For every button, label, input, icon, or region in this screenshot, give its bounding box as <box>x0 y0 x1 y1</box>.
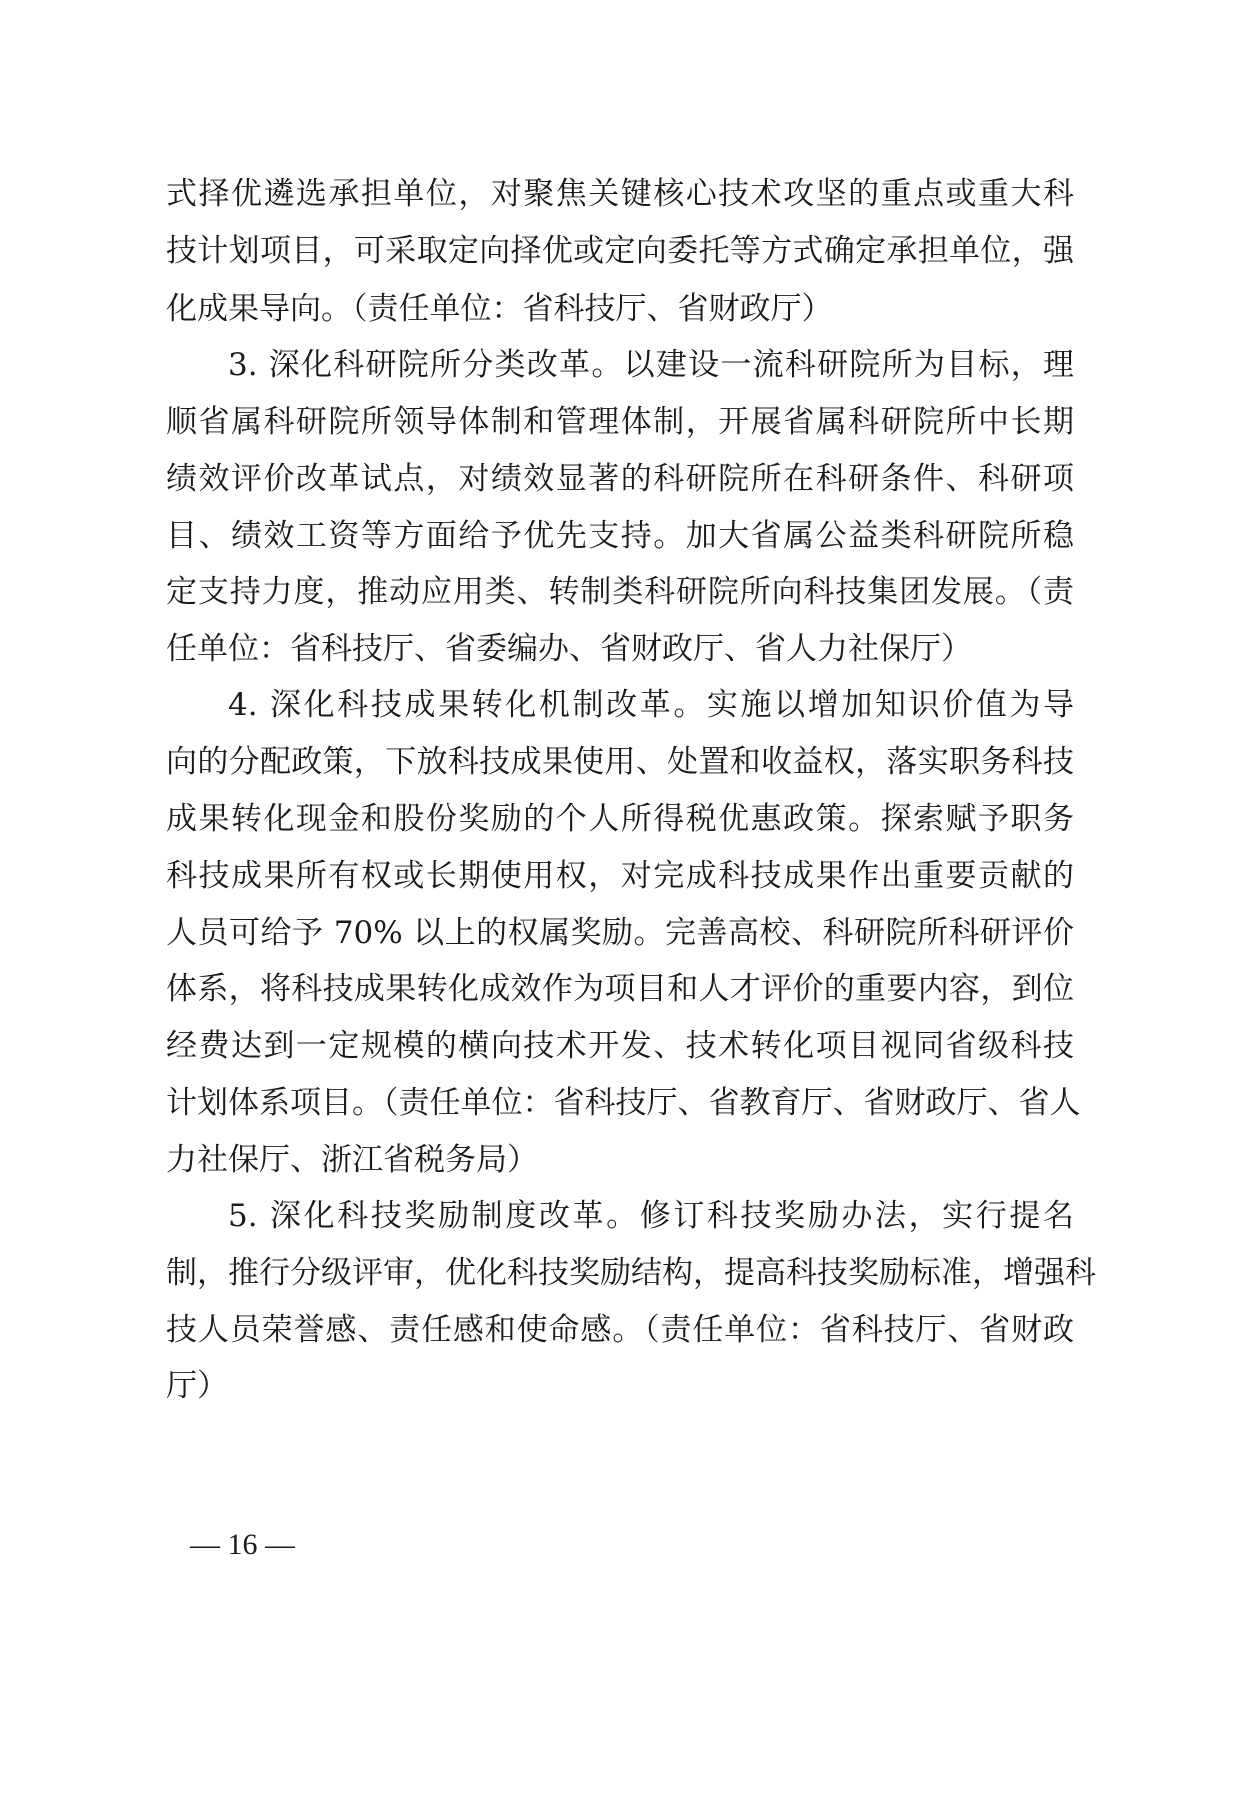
text-line: 任单位：省科技厅、省委编办、省财政厅、省人力社保厅） <box>166 631 972 667</box>
text-line: 成果转化现金和股份奖励的个人所得税优惠政策。探索赋予职务 <box>166 801 1074 837</box>
text-line: 科技成果所有权或长期使用权，对完成科技成果作出重要贡献的 <box>166 858 1074 894</box>
text-line: 定支持力度，推动应用类、转制类科研院所向科技集团发展。（责 <box>166 574 1074 610</box>
text-line: 经费达到一定规模的横向技术开发、技术转化项目视同省级科技 <box>166 1028 1074 1064</box>
text-line: 技人员荣誉感、责任感和使命感。（责任单位：省科技厅、省财政 <box>166 1312 1074 1348</box>
text-line: 计划体系项目。（责任单位：省科技厅、省教育厅、省财政厅、省人 <box>166 1085 1081 1121</box>
text-line: 厅） <box>166 1368 228 1404</box>
text-line: 体系，将科技成果转化成效作为项目和人才评价的重要内容，到位 <box>166 971 1074 1007</box>
text-line: 5. 深化科技奖励制度改革。修订科技奖励办法，实行提名 <box>228 1198 1074 1234</box>
text-line: 制，推行分级评审，优化科技奖励结构，提高科技奖励标准，增强科 <box>166 1255 1096 1291</box>
text-line: 化成果导向。（责任单位：省科技厅、省财政厅） <box>166 291 833 327</box>
text-line: 绩效评价改革试点，对绩效显著的科研院所在科研条件、科研项 <box>166 461 1074 497</box>
text-line: 4. 深化科技成果转化机制改革。实施以增加知识价值为导 <box>228 687 1074 723</box>
text-line: 目、绩效工资等方面给予优先支持。加大省属公益类科研院所稳 <box>166 518 1074 554</box>
text-line: 式择优遴选承担单位，对聚焦关键核心技术攻坚的重点或重大科 <box>166 176 1074 212</box>
text-line: 技计划项目，可采取定向择优或定向委托等方式确定承担单位，强 <box>166 233 1074 269</box>
text-line: 3. 深化科研院所分类改革。以建设一流科研院所为目标，理 <box>228 347 1074 383</box>
text-line: 向的分配政策，下放科技成果使用、处置和收益权，落实职务科技 <box>166 744 1074 780</box>
page-number: — 16 — <box>190 1528 295 1561</box>
text-line: 力社保厅、浙江省税务局） <box>166 1142 538 1178</box>
text-line: 人员可给予 70% 以上的权属奖励。完善高校、科研院所科研评价 <box>166 915 1074 951</box>
text-line: 顺省属科研院所领导体制和管理体制，开展省属科研院所中长期 <box>166 404 1074 440</box>
